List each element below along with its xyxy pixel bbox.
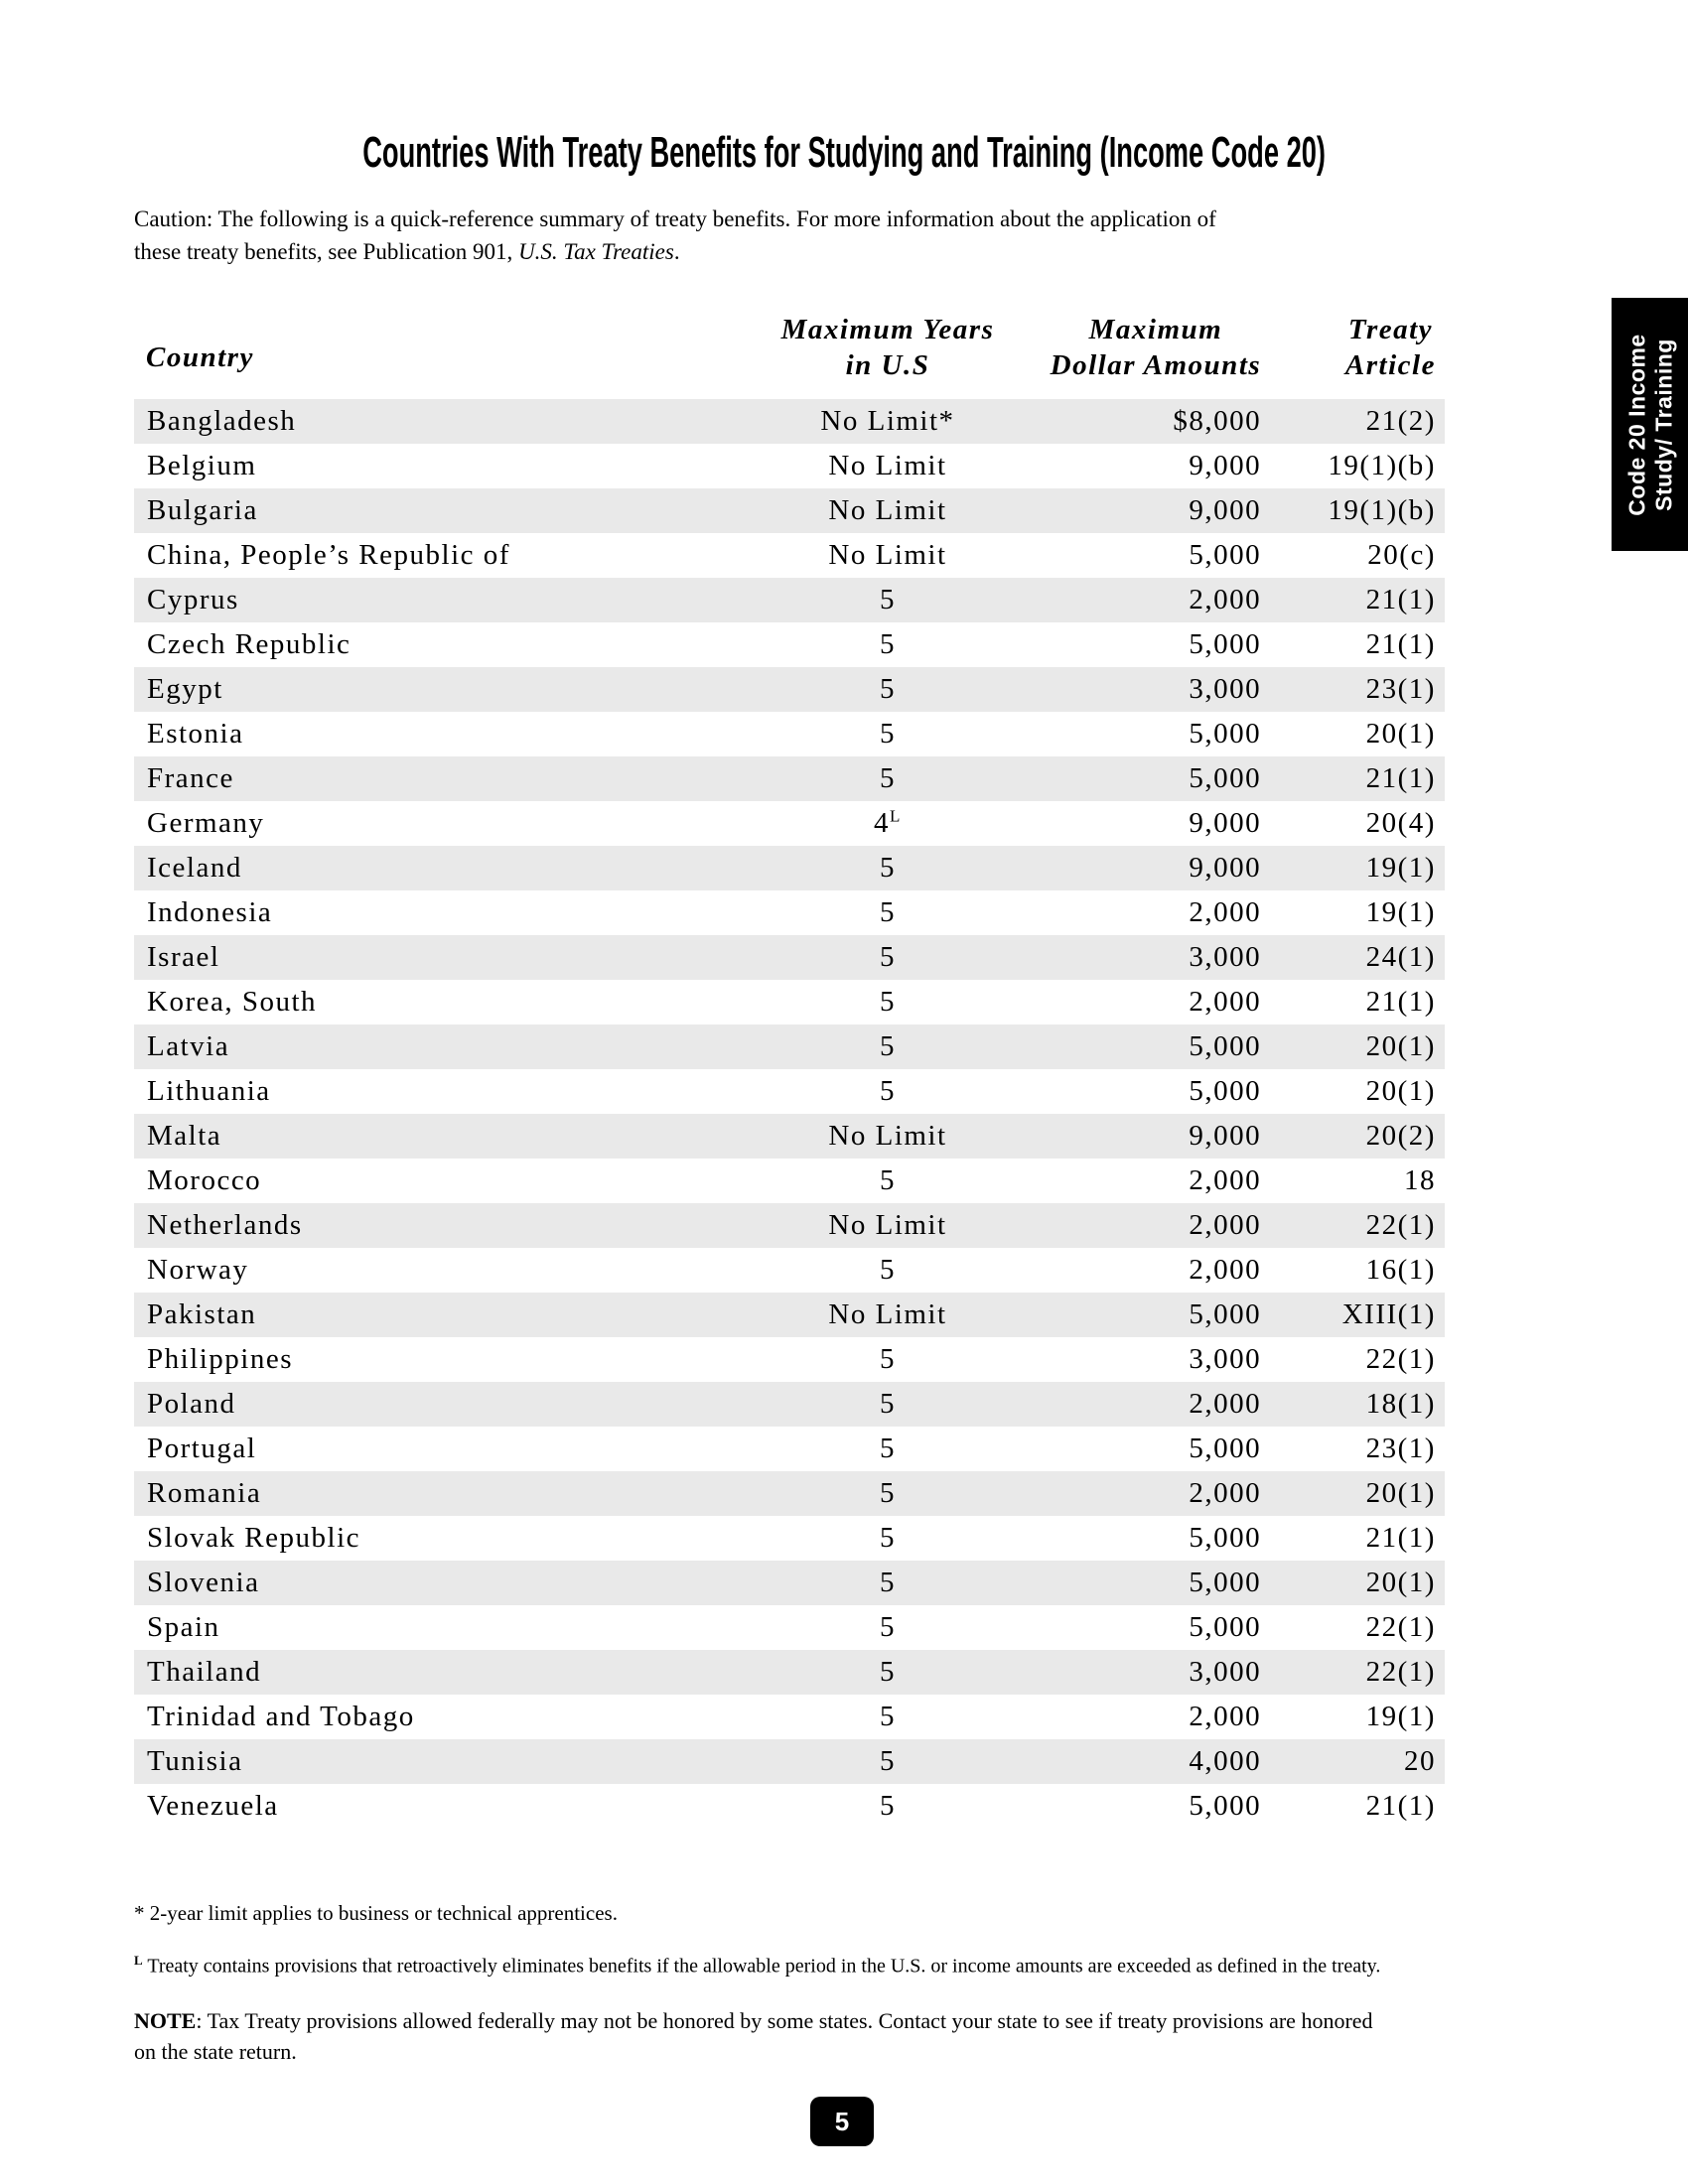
country-cell: Pakistan [147, 1298, 257, 1330]
note-paragraph: NOTE: Tax Treaty provisions allowed federally may not be honored by some states. Contact your state to see if treaty provisions are honored on the state return. [134, 2008, 1373, 2064]
country-cell: Egypt [147, 673, 223, 705]
country-cell: Netherlands [147, 1209, 303, 1241]
country-cell: Venezuela [147, 1790, 279, 1822]
max-dollars-cell: 5,000 [1189, 1298, 1262, 1330]
treaty-article-cell: 20(1) [1365, 1477, 1436, 1509]
table-row [134, 1382, 1445, 1427]
max-dollars-cell: 4,000 [1189, 1745, 1262, 1777]
max-years-cell: 5 [879, 1343, 896, 1375]
footnote-L: $^L$ Treaty contains provisions that retroactively eliminates benefits if the allowable period in the U.S. or income amounts are exceeded as defined in the treaty. [134, 1953, 1381, 1978]
treaty-article-cell: 23(1) [1365, 1433, 1436, 1464]
max-years-cell: 5 [879, 1745, 896, 1777]
treaty-article-cell: 22(1) [1365, 1656, 1436, 1688]
max-years-cell: 5 [879, 1030, 896, 1062]
table-row [134, 1337, 1445, 1382]
caution-line-1: Caution: The following is a quick-reference summary of treaty benefits. For more information about the application of [134, 206, 1216, 231]
table-row [134, 846, 1445, 890]
table-row [134, 756, 1445, 801]
country-cell: Indonesia [147, 896, 273, 928]
country-cell: Poland [147, 1388, 236, 1420]
table-row [134, 533, 1445, 578]
table-row [134, 1471, 1445, 1516]
max-years-cell: 5 [879, 1656, 896, 1688]
country-cell: Morocco [147, 1164, 262, 1196]
treaty-article-cell: 23(1) [1365, 673, 1436, 705]
treaty-article-cell: 24(1) [1365, 941, 1436, 973]
treaty-article-cell: XIII(1) [1341, 1298, 1436, 1330]
country-cell: Germany [147, 807, 265, 839]
max-dollars-cell: 9,000 [1189, 852, 1262, 884]
max-years-cell: No Limit [828, 450, 947, 481]
country-cell: Belgium [147, 450, 257, 481]
table-row [134, 1784, 1445, 1829]
max-dollars-cell: 5,000 [1189, 1030, 1262, 1062]
footnote-asterisk: * 2-year limit applies to business or technical apprentices. [134, 1901, 618, 1925]
footnote-asterisk-marker: * [134, 1901, 145, 1925]
page-number-badge [810, 2097, 874, 2146]
treaty-article-cell: 18(1) [1365, 1388, 1436, 1420]
treaty-article-cell: 19(1) [1365, 852, 1436, 884]
max-years-cell: 5 [879, 1701, 896, 1732]
treaty-article-cell: 20(4) [1365, 807, 1436, 839]
side-tab-line-2: Study/ Training [1649, 338, 1676, 511]
treaty-article-cell: 22(1) [1365, 1209, 1436, 1241]
max-years-cell: 5 [879, 1075, 896, 1107]
max-dollars-cell: 3,000 [1189, 1343, 1262, 1375]
table-row [134, 1605, 1445, 1650]
max-dollars-cell: 2,000 [1189, 1701, 1262, 1732]
max-dollars-cell: 5,000 [1189, 718, 1262, 750]
max-years-cell: 5 [879, 584, 896, 615]
table-row [134, 488, 1445, 533]
table-row [134, 1516, 1445, 1561]
table-row [134, 1203, 1445, 1248]
country-cell: Tunisia [147, 1745, 243, 1777]
country-cell: Bulgaria [147, 494, 258, 526]
country-cell: Philippines [147, 1343, 294, 1375]
max-years-cell: 5 [879, 1433, 896, 1464]
max-dollars-cell: $8,000 [1173, 405, 1262, 437]
max-dollars-cell: 2,000 [1189, 986, 1262, 1018]
page-title [0, 129, 1688, 177]
country-cell: Romania [147, 1477, 262, 1509]
table-row [134, 935, 1445, 980]
page-title-text: Countries With Treaty Benefits for Studying and Training (Income Code 20) [362, 128, 1326, 177]
table-row [134, 1650, 1445, 1695]
max-years-cell: 5 [879, 852, 896, 884]
country-cell: Israel [147, 941, 220, 973]
max-dollars-cell: 3,000 [1189, 673, 1262, 705]
table-row [134, 1159, 1445, 1203]
max-years-cell: 5 [879, 762, 896, 794]
table-row [134, 578, 1445, 622]
country-cell: Lithuania [147, 1075, 271, 1107]
max-years-cell: No Limit [828, 539, 947, 571]
country-cell: Korea, South [147, 986, 318, 1018]
years-footnote-marker: L [890, 806, 902, 826]
treaty-article-cell: 20 [1403, 1745, 1436, 1777]
max-dollars-cell: 2,000 [1189, 1388, 1262, 1420]
country-cell: Bangladesh [147, 405, 297, 437]
side-tab-label [1612, 298, 1688, 551]
publication-title: U.S. Tax Treaties [518, 239, 674, 264]
max-dollars-cell: 3,000 [1189, 941, 1262, 973]
table-row [134, 1069, 1445, 1114]
max-years-cell: 5 [879, 1790, 896, 1822]
max-years-cell: 5 [879, 1522, 896, 1554]
table-row [134, 980, 1445, 1024]
max-dollars-cell: 9,000 [1189, 494, 1262, 526]
max-dollars-cell: 5,000 [1189, 1433, 1262, 1464]
treaty-article-cell: 21(1) [1365, 762, 1436, 794]
treaty-article-cell: 21(1) [1365, 986, 1436, 1018]
treaty-table-body [134, 399, 1445, 1829]
max-dollars-cell: 5,000 [1189, 628, 1262, 660]
max-years-cell: $4^L$ [874, 806, 902, 839]
country-cell: Portugal [147, 1433, 257, 1464]
treaty-article-cell: 18 [1403, 1164, 1436, 1196]
country-cell: France [147, 762, 234, 794]
treaty-article-cell: 21(1) [1365, 628, 1436, 660]
page-number: 5 [834, 2106, 850, 2136]
max-dollars-cell: 2,000 [1189, 1254, 1262, 1286]
treaty-article-cell: 20(2) [1365, 1120, 1436, 1152]
footnote-L-marker: L [134, 1953, 143, 1968]
caution-line-2: these treaty benefits, see Publication 901, U.S. Tax Treaties. [134, 239, 680, 264]
max-years-cell: 5 [879, 986, 896, 1018]
table-row [134, 1739, 1445, 1784]
treaty-article-cell: 21(1) [1365, 1522, 1436, 1554]
max-years-cell: 5 [879, 673, 896, 705]
max-dollars-cell: 5,000 [1189, 1075, 1262, 1107]
side-tab-line-1: Code 20 Income [1622, 333, 1649, 516]
max-dollars-cell: 5,000 [1189, 762, 1262, 794]
max-years-cell: 5 [879, 718, 896, 750]
max-dollars-cell: 5,000 [1189, 1522, 1262, 1554]
table-row [134, 1024, 1445, 1069]
table-row [134, 1695, 1445, 1739]
max-dollars-cell: 5,000 [1189, 539, 1262, 571]
treaty-article-cell: 19(1)(b) [1328, 494, 1436, 526]
table-row [134, 622, 1445, 667]
max-years-cell: No Limit [828, 494, 947, 526]
max-dollars-cell: 2,000 [1189, 584, 1262, 615]
country-cell: Czech Republic [147, 628, 352, 660]
max-years-cell: No Limit [828, 1120, 947, 1152]
treaty-article-cell: 21(1) [1365, 1790, 1436, 1822]
treaty-article-cell: 16(1) [1365, 1254, 1436, 1286]
max-dollars-cell: 9,000 [1189, 807, 1262, 839]
table-row [134, 1427, 1445, 1471]
treaty-article-cell: 20(c) [1367, 539, 1436, 571]
max-years-cell: 5 [879, 896, 896, 928]
country-cell: Trinidad and Tobago [147, 1701, 415, 1732]
table-row [134, 890, 1445, 935]
country-cell: Cyprus [147, 584, 239, 615]
max-years-cell: 5 [879, 628, 896, 660]
table-row [134, 444, 1445, 488]
max-years-cell: No Limit [828, 1298, 947, 1330]
max-dollars-cell: 5,000 [1189, 1567, 1262, 1598]
max-dollars-cell: 2,000 [1189, 1164, 1262, 1196]
column-header-country: Country [146, 341, 254, 373]
max-dollars-cell: 9,000 [1189, 450, 1262, 481]
treaty-article-cell: 22(1) [1365, 1611, 1436, 1643]
max-years-cell: 5 [879, 1567, 896, 1598]
country-cell: Malta [147, 1120, 222, 1152]
max-years-cell: 5 [879, 1164, 896, 1196]
treaty-article-cell: 19(1) [1365, 896, 1436, 928]
max-dollars-cell: 2,000 [1189, 1477, 1262, 1509]
side-tab [1612, 298, 1688, 551]
max-years-cell: 5 [879, 1254, 896, 1286]
max-dollars-cell: 5,000 [1189, 1611, 1262, 1643]
caution-text [134, 203, 1385, 268]
column-header-max-years: Maximum Years in U.S [780, 314, 995, 381]
treaty-article-cell: 20(1) [1365, 1075, 1436, 1107]
country-cell: Spain [147, 1611, 220, 1643]
max-dollars-cell: 2,000 [1189, 896, 1262, 928]
table-row [134, 1114, 1445, 1159]
max-years-cell: 5 [879, 1388, 896, 1420]
table-row [134, 1248, 1445, 1293]
column-header-max-dollars: Maximum Dollar Amounts [1050, 314, 1262, 381]
treaty-article-cell: 19(1)(b) [1328, 450, 1436, 481]
max-years-cell: 5 [879, 1611, 896, 1643]
table-row [134, 399, 1445, 444]
country-cell: Norway [147, 1254, 249, 1286]
column-header-treaty-article: Treaty Article [1344, 314, 1436, 381]
table-row [134, 712, 1445, 756]
country-cell: Iceland [147, 852, 242, 884]
note-label: NOTE [134, 2008, 197, 2033]
country-cell: China, People’s Republic of [147, 539, 510, 571]
max-years-cell: No Limit [828, 1209, 947, 1241]
treaty-article-cell: 19(1) [1365, 1701, 1436, 1732]
max-dollars-cell: 5,000 [1189, 1790, 1262, 1822]
table-row [134, 1293, 1445, 1337]
table-row [134, 667, 1445, 712]
country-cell: Thailand [147, 1656, 262, 1688]
max-dollars-cell: 3,000 [1189, 1656, 1262, 1688]
country-cell: Estonia [147, 718, 244, 750]
treaty-table-header [134, 298, 1445, 397]
max-years-cell: 5 [879, 1477, 896, 1509]
treaty-article-cell: 22(1) [1365, 1343, 1436, 1375]
max-years-cell: 5 [879, 941, 896, 973]
treaty-article-cell: 20(1) [1365, 1030, 1436, 1062]
max-years-cell: No Limit* [820, 405, 955, 437]
table-row [134, 1561, 1445, 1605]
country-cell: Slovak Republic [147, 1522, 361, 1554]
country-cell: Slovenia [147, 1567, 260, 1598]
max-dollars-cell: 9,000 [1189, 1120, 1262, 1152]
treaty-article-cell: 21(2) [1365, 405, 1436, 437]
treaty-article-cell: 20(1) [1365, 1567, 1436, 1598]
max-dollars-cell: 2,000 [1189, 1209, 1262, 1241]
country-cell: Latvia [147, 1030, 230, 1062]
treaty-article-cell: 20(1) [1365, 718, 1436, 750]
table-row [134, 801, 1445, 846]
treaty-article-cell: 21(1) [1365, 584, 1436, 615]
